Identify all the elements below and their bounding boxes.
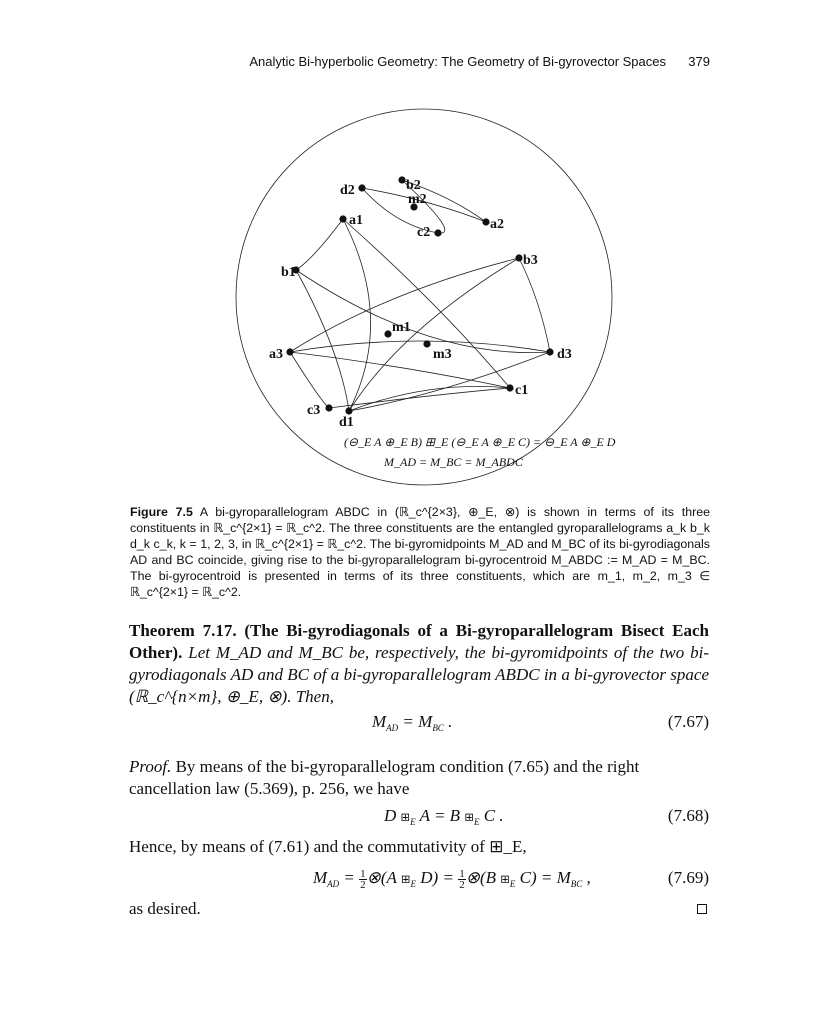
theorem-heading: Theorem 7.17. (The Bi-gyrodiagonals of a Bi-gyroparallelogram Bisect Each Other). <box>129 621 709 662</box>
theorem-statement: Let M_AD and M_BC be, respectively, the bi-gyromidpoints of the two bi-gyrodiagonals AD and BC of a bi-gyroparallelogram ABDC in a bi-gyrovector space (ℝ_c^{n×m}, ⊕_E, ⊗). Then, <box>129 643 710 706</box>
label-a3: a3 <box>269 347 283 362</box>
equation-number: (7.68) <box>667 806 709 825</box>
point-d2 <box>358 184 365 191</box>
points <box>286 176 553 414</box>
equation-number: (7.67) <box>667 712 709 731</box>
proof-text-1: By means of the bi-gyroparallelogram condition (7.65) and the right cancellation law (5.369), p. 256, we have <box>129 757 640 798</box>
theorem-7-17 <box>129 620 709 708</box>
point-c2 <box>434 229 441 236</box>
proof-text-2: Hence, by means of (7.61) and the commutativity of ⊞_E, <box>129 837 527 856</box>
equation-7-67: $M_{AD} = M_{BC}$ . (7.67) <box>372 712 709 733</box>
point-labels <box>269 178 572 430</box>
label-c2: c2 <box>417 225 431 240</box>
point-b2 <box>398 176 405 183</box>
equation-number: (7.69) <box>667 868 709 887</box>
ball-boundary <box>236 109 612 485</box>
equation-7-68: D $⊞_E$ A = B $⊞_E$ C . (7.68) <box>384 806 709 827</box>
label-b3: b3 <box>523 253 538 268</box>
point-c1 <box>506 384 513 391</box>
point-a1 <box>339 215 346 222</box>
caption-text: A bi-gyroparallelogram ABDC in (ℝ_c^{2×3}, ⊕_E, ⊗) is shown in terms of its three constituents in ℝ_c^{2×1} = ℝ_c^2. The three constituents are the entangled gyroparallelograms a_k b_k d_k c_k, k = 1, 2, 3, in ℝ_c^{2×1} = ℝ_c^2. The bi-gyromidpoints M_AD and M_BC of its bi-gyrodiagonals AD and BC coincide, giving rise to the bi-gyroparallelogram bi-gyrocentroid M_ABDC := M_AD = M_BC. The bi-gyrocentroid is presented in terms of its three constituents, which are m_1, m_2, m_3 ∈ ℝ_c^{2×1} = ℝ_c^2. <box>130 505 710 599</box>
label-d1: d1 <box>339 415 354 430</box>
gyrosegments <box>290 180 550 411</box>
label-b2: b2 <box>406 178 421 193</box>
running-title: Analytic Bi-hyperbolic Geometry: The Geometry of Bi-gyrovector Spaces <box>249 54 666 69</box>
figure-7-5 <box>0 0 832 500</box>
label-c3: c3 <box>307 403 321 418</box>
point-m1 <box>384 330 391 337</box>
point-a3 <box>286 348 293 355</box>
label-d2: d2 <box>340 183 355 198</box>
point-b3 <box>515 254 522 261</box>
figure-equation-1: (⊖_E A ⊕_E B) ⊞_E (⊖_E A ⊕_E C) = ⊖_E A ⊕_E D <box>344 435 616 449</box>
figure-caption <box>130 504 710 600</box>
label-m2: m2 <box>408 192 427 207</box>
page-number: 379 <box>688 54 710 69</box>
proof-closing: as desired. <box>129 899 201 918</box>
point-d3 <box>546 348 553 355</box>
point-d1 <box>345 407 352 414</box>
label-d3: d3 <box>557 347 572 362</box>
point-c3 <box>325 404 332 411</box>
point-a2 <box>482 218 489 225</box>
label-a1: a1 <box>349 213 363 228</box>
proof-label: Proof. <box>129 757 172 776</box>
label-m1: m1 <box>392 320 411 335</box>
label-m3: m3 <box>433 347 452 362</box>
proof-paragraph <box>129 756 709 800</box>
label-c1: c1 <box>515 383 529 398</box>
label-a2: a2 <box>490 217 504 232</box>
qed-box <box>697 904 707 914</box>
label-b1: b1 <box>281 265 296 280</box>
figure-equation-2: M_AD = M_BC = M_ABDC <box>384 455 523 469</box>
equation-7-69: $M_{AD}$ = $\frac{1}{2}$ ⊗(A $⊞_E$ D) = $\frac{1}{2}$ ⊗(B $⊞_E$ $C) = M_{BC}$ , (7.69) <box>313 867 709 891</box>
point-m3 <box>423 340 430 347</box>
caption-label: Figure 7.5 <box>130 505 193 519</box>
